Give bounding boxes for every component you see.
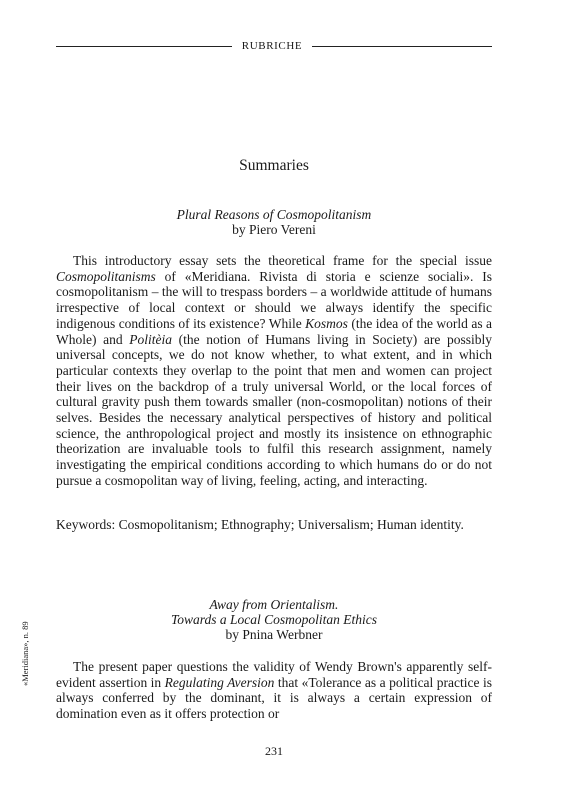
header-rule-right <box>312 46 492 47</box>
header-rule-left <box>56 46 232 47</box>
article1-heading <box>56 207 492 237</box>
article2-title-line2: Towards a Local Cosmopolitan Ethics <box>170 612 378 627</box>
abstract1-italic-kosmos: Kosmos <box>305 315 348 331</box>
journal-side-label: «Meridiana», n. 89 <box>20 621 30 686</box>
abstract1-text-1: This introductory essay sets the theoretical frame for the special issue <box>73 253 492 268</box>
abstract1-text-3: (the idea of the world as a Whole) and <box>56 315 493 347</box>
page-number: 231 <box>265 744 283 758</box>
section-label: RUBRICHE <box>241 40 303 52</box>
abstract2-text-1: The present paper questions the validity of Wendy Brown's apparently self-evident assertion in <box>56 659 492 690</box>
article1-keywords: Keywords: Cosmopolitanism; Ethnography; Universalism; Human identity. <box>56 517 464 532</box>
article2-title-line1: Away from Orientalism. <box>209 597 339 612</box>
article2-abstract <box>56 659 492 722</box>
article1-byline: by Piero Vereni <box>232 222 316 237</box>
article2-heading <box>56 597 492 642</box>
page-title: Summaries <box>239 157 309 174</box>
abstract1-italic-cosmopolitanisms: Cosmopolitanisms <box>56 268 156 284</box>
abstract2-italic-regulating-aversion: Regulating Aversion <box>164 674 275 690</box>
abstract2-text-2: that «Tolerance as a political practice is always conferred by the dominant, it is always a certain expression of domination even as it offers protection or <box>56 674 492 722</box>
abstract1-text-4: (the notion of Humans living in Society) are possibly universal concepts, we do not know whether, to what extent, and in which particular contexts they overlap to the point that men and women can project their lives on the backdrop of a truly universal World, or the local forces of cultural gravity push them towards smaller (non-cosmopolitan) notions of their selves. Besides the necessary analytical perspectives of history and political science, the anthropological project and mostly its insistence on ethnographic theorization are invaluable tools to fulfil this research assignment, namely investigating the empirical conditions according to which humans do or do not pursue a cosmopolitan way of living, feeling, acting, and interacting. <box>56 331 492 488</box>
article1-title: Plural Reasons of Cosmopolitanism <box>176 207 372 222</box>
running-header <box>56 38 492 54</box>
abstract1-text-2: of «Meridiana. Rivista di storia e scienze sociali». Is cosmopolitanism – the will to trespass borders – a worldwide attitude of humans irrespective of local context or should we always identify the specific indigenous conditions of its existence? While <box>56 268 493 331</box>
article2-byline: by Pnina Werbner <box>225 627 323 642</box>
article1-abstract <box>56 253 492 489</box>
abstract1-italic-politeia: Politèia <box>129 331 173 347</box>
